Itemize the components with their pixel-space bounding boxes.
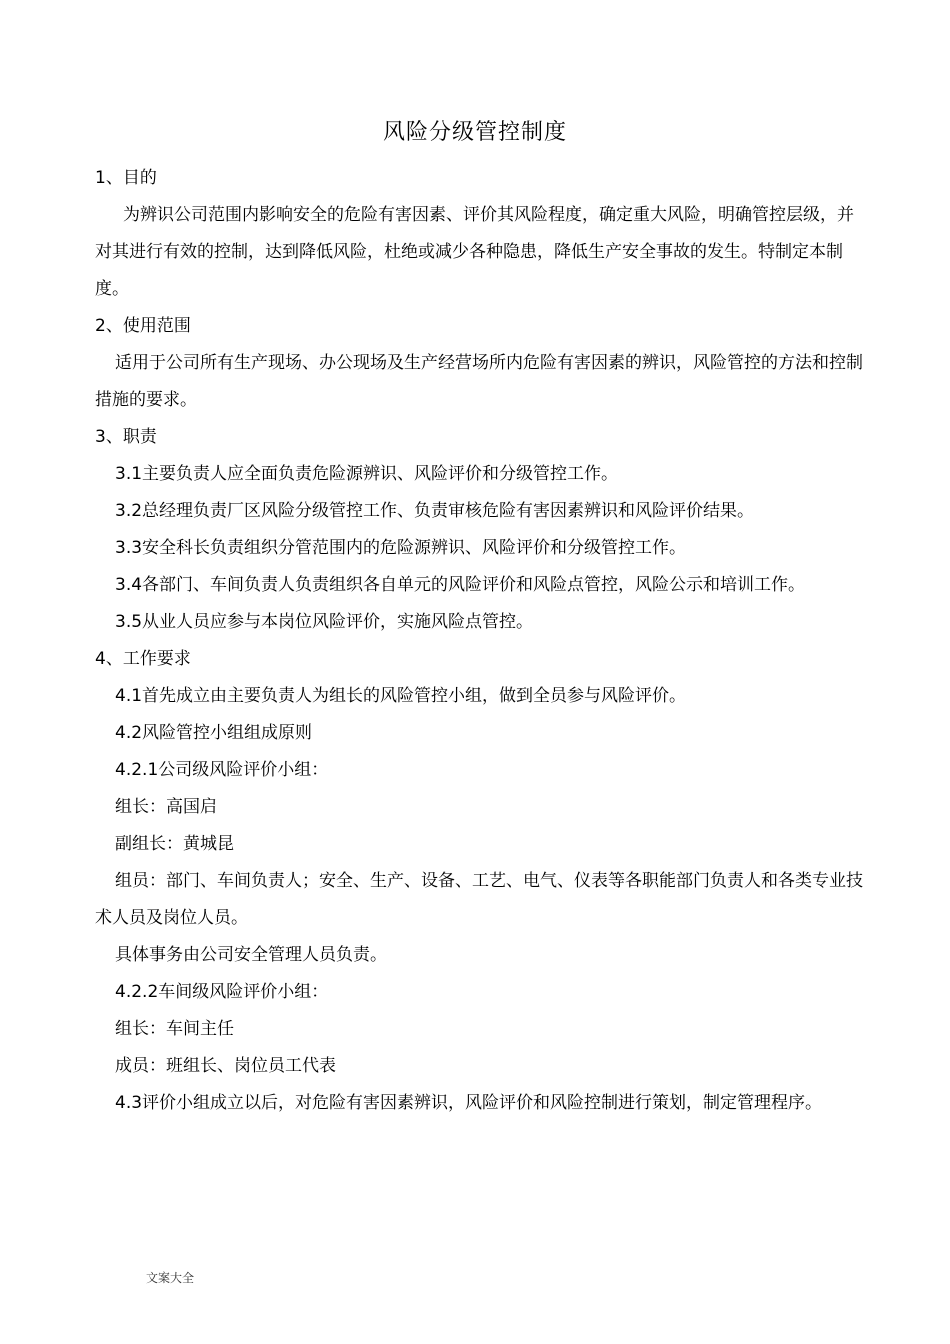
paragraph-req-4-2: 4.2风险管控小组组成原则 [115, 723, 313, 743]
paragraph-purpose: 为辨识公司范围内影响安全的危险有害因素、评价其风险程度，确定重大风险，明确管控层级，并对其进行有效的控制，达到降低风险，杜绝或减少各种隐患，降低生产安全事故的发生。特制定本制度。 [95, 205, 854, 299]
paragraph-workshop-members: 成员：班组长、岗位员工代表 [115, 1056, 336, 1076]
footer-text: 文案大全 [146, 1271, 195, 1285]
paragraph-req-4-1: 4.1首先成立由主要负责人为组长的风险管控小组，做到全员参与风险评价。 [115, 686, 687, 706]
paragraph-duty-3-4: 3.4各部门、车间负责人负责组织各自单元的风险评价和风险点管控，风险公示和培训工作。 [115, 575, 806, 595]
paragraph-req-4-3: 4.3评价小组成立以后，对危险有害因素辨识，风险评价和风险控制进行策划，制定管理程序。 [115, 1093, 823, 1113]
paragraph-company-leader: 组长：高国启 [115, 797, 217, 817]
paragraph-workshop-leader: 组长：车间主任 [115, 1019, 234, 1039]
paragraph-company-deputy: 副组长：黄城昆 [115, 834, 234, 854]
section-heading-purpose: 1、目的 [95, 168, 157, 188]
document-title: 风险分级管控制度 [382, 120, 567, 145]
paragraph-duty-3-3: 3.3安全科长负责组织分管范围内的危险源辨识、风险评价和分级管控工作。 [115, 538, 687, 558]
paragraph-duty-3-1: 3.1主要负责人应全面负责危险源辨识、风险评价和分级管控工作。 [115, 464, 619, 484]
section-heading-requirements: 4、工作要求 [95, 649, 191, 669]
paragraph-duty-3-5: 3.5从业人员应参与本岗位风险评价，实施风险点管控。 [115, 612, 534, 632]
paragraph-duty-3-2: 3.2总经理负责厂区风险分级管控工作、负责审核危险有害因素辨识和风险评价结果。 [115, 501, 755, 521]
paragraph-req-4-2-2: 4.2.2车间级风险评价小组： [115, 982, 329, 1002]
section-heading-duties: 3、职责 [95, 427, 157, 447]
document-body [95, 160, 865, 1122]
paragraph-company-affairs: 具体事务由公司安全管理人员负责。 [115, 945, 387, 965]
paragraph-req-4-2-1: 4.2.1公司级风险评价小组： [115, 760, 329, 780]
paragraph-scope: 适用于公司所有生产现场、办公现场及生产经营场所内危险有害因素的辨识，风险管控的方法和控制措施的要求。 [95, 353, 863, 410]
section-heading-scope: 2、使用范围 [95, 316, 191, 336]
paragraph-company-members: 组员：部门、车间负责人；安全、生产、设备、工艺、电气、仪表等各职能部门负责人和各类专业技术人员及岗位人员。 [95, 871, 863, 928]
